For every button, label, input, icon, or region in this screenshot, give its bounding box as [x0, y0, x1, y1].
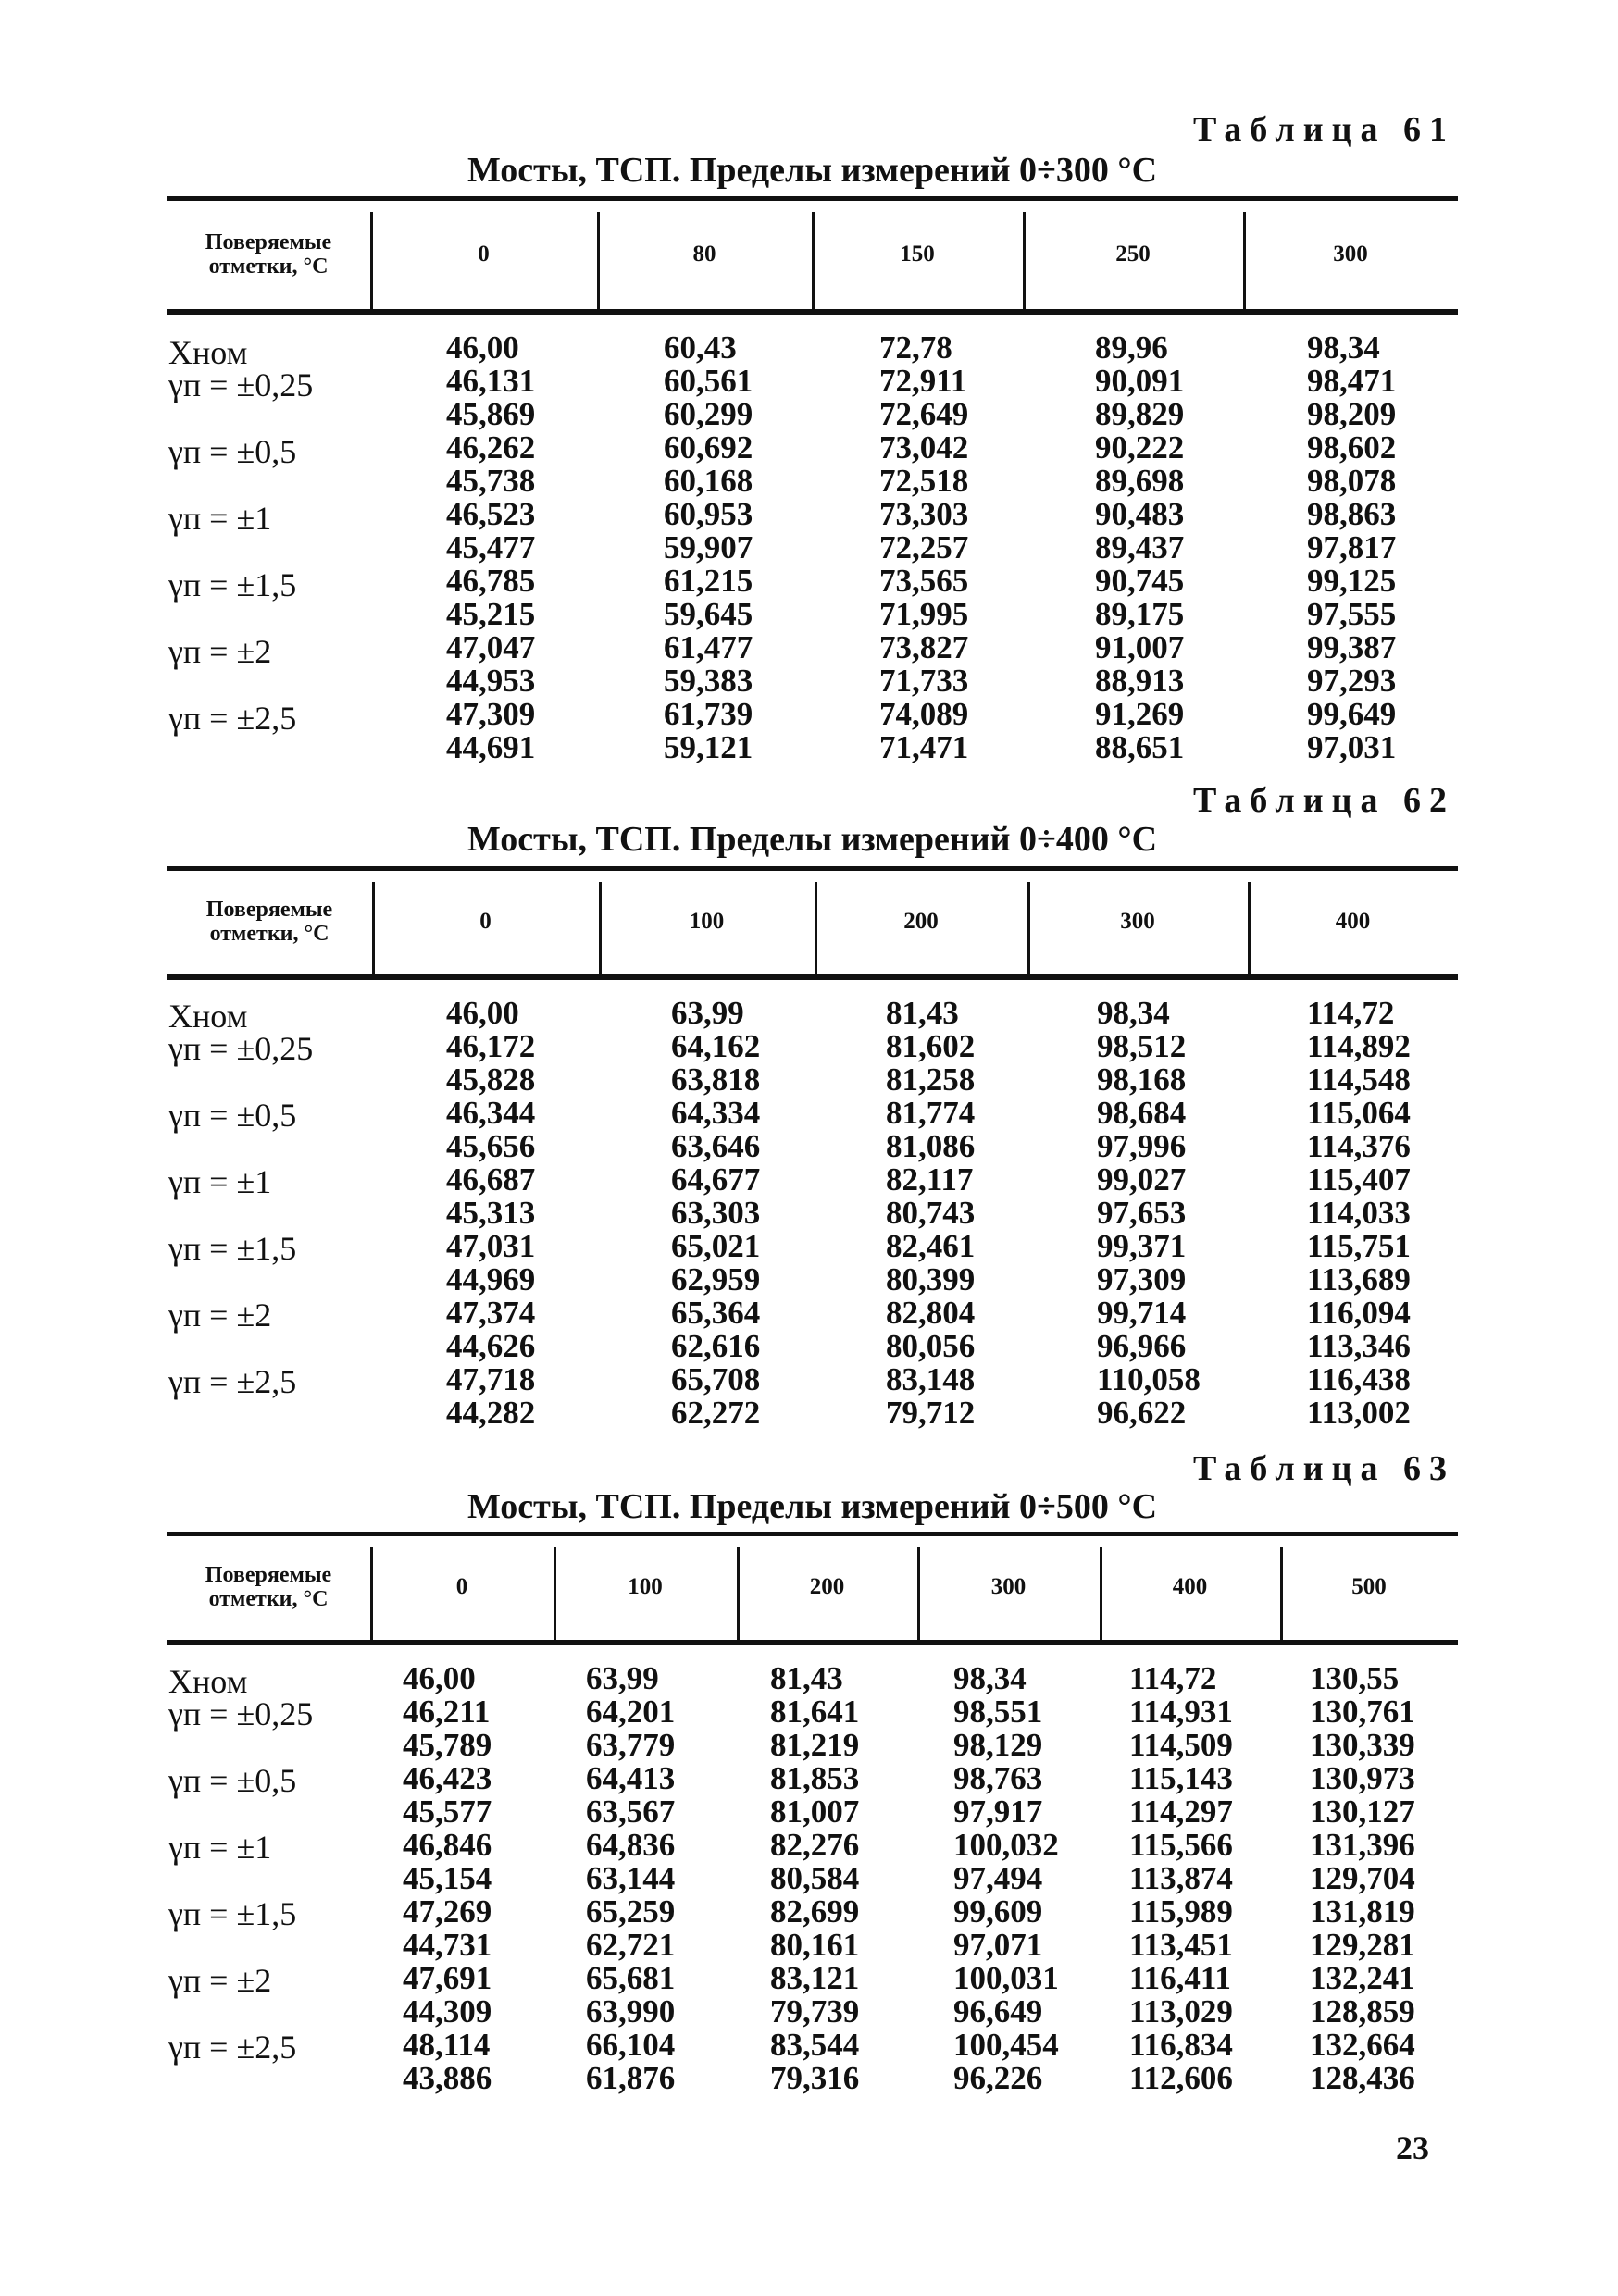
table-cell: 46,00: [446, 329, 519, 366]
table-cell: 60,43: [664, 329, 737, 366]
row-label-gamma-2-5: γп = ±2,5: [168, 700, 297, 737]
table-cell: 97,309: [1097, 1261, 1187, 1297]
table-cell: 44,731: [403, 1927, 492, 1963]
table-61: [167, 196, 1458, 765]
table-63-header-col-4: 300: [990, 1574, 1027, 1599]
table-cell: 63,99: [671, 995, 744, 1031]
table-cell: 47,309: [446, 696, 536, 732]
table-cell: 80,161: [770, 1927, 860, 1963]
table-cell: 45,154: [403, 1860, 492, 1896]
table-cell: 96,622: [1097, 1395, 1187, 1431]
table-cell: 59,121: [664, 729, 753, 765]
table-cell: 97,817: [1307, 529, 1397, 565]
row-label-gamma-0-25: γп = ±0,25: [168, 1695, 314, 1732]
table-cell: 66,104: [586, 2027, 676, 2063]
table-cell: 114,892: [1307, 1028, 1411, 1064]
table-cell: 46,00: [403, 1660, 476, 1696]
table-cell: 88,651: [1095, 729, 1185, 765]
table-62-label: Таблица 62: [1192, 781, 1455, 820]
table-cell: 130,339: [1310, 1727, 1415, 1763]
table-cell: 83,121: [770, 1960, 860, 1996]
table-cell: 132,241: [1310, 1960, 1415, 1996]
table-cell: 80,399: [886, 1261, 976, 1297]
table-cell: 81,086: [886, 1128, 976, 1164]
table-63-header-col-1: 0: [455, 1574, 468, 1599]
table-62-header-col-1: 0: [479, 909, 492, 934]
table-cell: 65,259: [586, 1893, 676, 1930]
table-63-header-divider: [554, 1547, 556, 1640]
table-cell: 46,344: [446, 1095, 536, 1131]
table-cell: 46,172: [446, 1028, 536, 1064]
table-61-header-col-4: 250: [1115, 241, 1151, 267]
row-label-gamma-2: γп = ±2: [168, 633, 272, 670]
table-cell: 99,387: [1307, 629, 1397, 665]
table-cell: 82,276: [770, 1827, 860, 1863]
table-cell: 110,058: [1097, 1361, 1201, 1397]
table-cell: 46,523: [446, 496, 536, 532]
table-cell: 114,297: [1129, 1793, 1233, 1830]
table-cell: 113,346: [1307, 1328, 1411, 1364]
table-cell: 128,436: [1310, 2060, 1415, 2096]
table-61-header-col-1: 0: [478, 241, 490, 267]
table-cell: 60,561: [664, 363, 753, 399]
table-cell: 47,269: [403, 1893, 492, 1930]
table-cell: 132,664: [1310, 2027, 1415, 2063]
table-cell: 60,168: [664, 463, 753, 499]
table-cell: 64,836: [586, 1827, 676, 1863]
table-cell: 63,144: [586, 1860, 676, 1896]
table-61-header-divider: [370, 212, 373, 309]
table-cell: 115,751: [1307, 1228, 1411, 1264]
table-cell: 44,953: [446, 663, 536, 699]
table-cell: 89,175: [1095, 596, 1185, 632]
table-62-header-col-5: 400: [1335, 909, 1371, 934]
table-cell: 60,299: [664, 396, 753, 432]
table-cell: 81,219: [770, 1727, 860, 1763]
table-cell: 90,091: [1095, 363, 1185, 399]
table-cell: 46,785: [446, 563, 536, 599]
table-cell: 61,876: [586, 2060, 676, 2096]
table-cell: 44,691: [446, 729, 536, 765]
table-cell: 81,641: [770, 1694, 860, 1730]
table-63-header-divider: [370, 1547, 373, 1640]
table-cell: 130,127: [1310, 1793, 1415, 1830]
table-cell: 60,953: [664, 496, 753, 532]
table-cell: 116,411: [1129, 1960, 1231, 1996]
header-first-line-1: Поверяемые: [205, 1563, 332, 1587]
table-63-body: [167, 1645, 1458, 2096]
table-61-header-col-5: 300: [1333, 241, 1368, 267]
table-cell: 98,512: [1097, 1028, 1187, 1064]
table-cell: 61,477: [664, 629, 753, 665]
table-cell: 46,687: [446, 1161, 536, 1198]
table-cell: 47,374: [446, 1295, 536, 1331]
table-cell: 83,148: [886, 1361, 976, 1397]
table-cell: 90,222: [1095, 429, 1185, 465]
table-63-header-col-5: 400: [1172, 1574, 1208, 1599]
table-62-body: [167, 980, 1458, 1431]
table-cell: 116,438: [1307, 1361, 1411, 1397]
table-cell: 130,973: [1310, 1760, 1415, 1796]
table-cell: 97,653: [1097, 1195, 1187, 1231]
table-cell: 97,071: [953, 1927, 1043, 1963]
table-cell: 45,313: [446, 1195, 536, 1231]
table-cell: 46,262: [446, 429, 536, 465]
table-cell: 98,763: [953, 1760, 1043, 1796]
table-61-header-divider: [597, 212, 600, 309]
table-cell: 98,34: [953, 1660, 1027, 1696]
table-61-header-first: [167, 230, 370, 279]
table-cell: 73,303: [879, 496, 969, 532]
table-cell: 45,789: [403, 1727, 492, 1763]
header-first-line-2: отметки, °C: [209, 922, 330, 946]
table-cell: 81,43: [770, 1660, 843, 1696]
table-63-header-divider: [917, 1547, 920, 1640]
table-cell: 63,646: [671, 1128, 761, 1164]
table-cell: 47,718: [446, 1361, 536, 1397]
table-cell: 89,437: [1095, 529, 1185, 565]
table-cell: 81,007: [770, 1793, 860, 1830]
table-62-header-col-3: 200: [903, 909, 939, 934]
table-cell: 130,55: [1310, 1660, 1400, 1696]
table-cell: 62,616: [671, 1328, 761, 1364]
table-cell: 89,829: [1095, 396, 1185, 432]
table-cell: 46,846: [403, 1827, 492, 1863]
table-61-caption: Мосты, ТСП. Пределы измерений 0÷300 °C: [467, 151, 1158, 190]
table-63-caption: Мосты, ТСП. Пределы измерений 0÷500 °C: [467, 1487, 1158, 1526]
table-cell: 44,969: [446, 1261, 536, 1297]
table-cell: 114,72: [1129, 1660, 1217, 1696]
table-cell: 80,584: [770, 1860, 860, 1896]
row-label-nominal: Xном: [168, 998, 248, 1035]
table-cell: 115,407: [1307, 1161, 1411, 1198]
table-cell: 81,258: [886, 1061, 976, 1098]
table-cell: 45,869: [446, 396, 536, 432]
table-62-header-first: [167, 898, 372, 946]
table-cell: 64,201: [586, 1694, 676, 1730]
table-cell: 114,548: [1307, 1061, 1411, 1098]
table-cell: 114,72: [1307, 995, 1395, 1031]
row-label-gamma-1-5: γп = ±1,5: [168, 566, 297, 603]
table-cell: 79,712: [886, 1395, 976, 1431]
table-61-header-col-3: 150: [900, 241, 935, 267]
table-63-header: [167, 1536, 1458, 1638]
table-cell: 98,209: [1307, 396, 1397, 432]
table-cell: 81,853: [770, 1760, 860, 1796]
table-cell: 46,423: [403, 1760, 492, 1796]
table-cell: 81,774: [886, 1095, 976, 1131]
table-cell: 79,316: [770, 2060, 860, 2096]
row-label-gamma-0-5: γп = ±0,5: [168, 1762, 297, 1799]
table-cell: 79,739: [770, 1993, 860, 2029]
table-cell: 46,211: [403, 1694, 491, 1730]
table-cell: 45,477: [446, 529, 536, 565]
table-63-header-col-2: 100: [628, 1574, 663, 1599]
table-cell: 90,483: [1095, 496, 1185, 532]
table-cell: 64,677: [671, 1161, 761, 1198]
table-cell: 97,555: [1307, 596, 1397, 632]
table-cell: 90,745: [1095, 563, 1185, 599]
table-cell: 72,649: [879, 396, 969, 432]
table-62-header-divider: [1027, 882, 1030, 974]
table-62-header-divider: [372, 882, 375, 974]
table-cell: 71,995: [879, 596, 969, 632]
table-cell: 98,129: [953, 1727, 1043, 1763]
table-cell: 82,699: [770, 1893, 860, 1930]
table-cell: 46,00: [446, 995, 519, 1031]
table-cell: 63,779: [586, 1727, 676, 1763]
table-cell: 89,698: [1095, 463, 1185, 499]
table-cell: 43,886: [403, 2060, 492, 2096]
row-label-gamma-1-5: γп = ±1,5: [168, 1230, 297, 1267]
table-cell: 99,714: [1097, 1295, 1187, 1331]
table-cell: 89,96: [1095, 329, 1168, 366]
table-cell: 59,645: [664, 596, 753, 632]
header-first-line-2: отметки, °C: [208, 1587, 329, 1611]
table-cell: 47,047: [446, 629, 536, 665]
table-cell: 113,689: [1307, 1261, 1411, 1297]
row-label-gamma-1: γп = ±1: [168, 1829, 272, 1866]
table-cell: 81,43: [886, 995, 959, 1031]
table-61-header-col-2: 80: [692, 241, 716, 267]
table-cell: 99,027: [1097, 1161, 1187, 1198]
table-cell: 63,567: [586, 1793, 676, 1830]
row-label-gamma-2-5: γп = ±2,5: [168, 2029, 297, 2066]
table-cell: 73,042: [879, 429, 969, 465]
table-63: [167, 1532, 1458, 2096]
table-cell: 45,828: [446, 1061, 536, 1098]
table-cell: 99,371: [1097, 1228, 1187, 1264]
row-label-nominal: Xном: [168, 334, 248, 371]
table-cell: 112,606: [1129, 2060, 1233, 2096]
table-62-header-col-2: 100: [689, 909, 725, 934]
table-cell: 65,681: [586, 1960, 676, 1996]
table-cell: 80,056: [886, 1328, 976, 1364]
table-cell: 97,293: [1307, 663, 1397, 699]
table-cell: 62,959: [671, 1261, 761, 1297]
table-cell: 63,303: [671, 1195, 761, 1231]
table-62: [167, 866, 1458, 1431]
table-cell: 63,990: [586, 1993, 676, 2029]
header-first-line-2: отметки, °C: [208, 254, 329, 279]
row-label-gamma-0-5: γп = ±0,5: [168, 433, 297, 470]
table-cell: 47,031: [446, 1228, 536, 1264]
table-63-header-divider: [737, 1547, 740, 1640]
table-cell: 59,907: [664, 529, 753, 565]
table-cell: 59,383: [664, 663, 753, 699]
table-cell: 91,269: [1095, 696, 1185, 732]
row-label-gamma-0-25: γп = ±0,25: [168, 1030, 314, 1067]
table-cell: 113,029: [1129, 1993, 1233, 2029]
table-63-label: Таблица 63: [1192, 1449, 1455, 1488]
table-61-header-divider: [1243, 212, 1246, 309]
table-cell: 131,819: [1310, 1893, 1415, 1930]
header-first-line-1: Поверяемые: [205, 898, 333, 922]
table-cell: 91,007: [1095, 629, 1185, 665]
table-cell: 63,99: [586, 1660, 659, 1696]
table-62-header-divider: [1248, 882, 1251, 974]
row-label-gamma-0-25: γп = ±0,25: [168, 366, 314, 403]
table-cell: 82,117: [886, 1161, 974, 1198]
table-cell: 72,911: [879, 363, 967, 399]
table-cell: 114,931: [1129, 1694, 1233, 1730]
table-cell: 98,863: [1307, 496, 1397, 532]
table-cell: 61,215: [664, 563, 753, 599]
table-cell: 60,692: [664, 429, 753, 465]
table-cell: 45,577: [403, 1793, 492, 1830]
table-cell: 96,649: [953, 1993, 1043, 2029]
row-label-gamma-2: γп = ±2: [168, 1297, 272, 1334]
table-62-header-col-4: 300: [1120, 909, 1155, 934]
table-cell: 45,656: [446, 1128, 536, 1164]
table-cell: 71,471: [879, 729, 969, 765]
table-63-header-first: [167, 1563, 370, 1611]
table-cell: 130,761: [1310, 1694, 1415, 1730]
table-cell: 115,566: [1129, 1827, 1233, 1863]
table-cell: 46,131: [446, 363, 536, 399]
table-63-header-col-6: 500: [1351, 1574, 1387, 1599]
row-label-gamma-1: γп = ±1: [168, 500, 272, 537]
table-63-header-divider: [1280, 1547, 1283, 1640]
table-cell: 45,215: [446, 596, 536, 632]
table-cell: 99,125: [1307, 563, 1397, 599]
table-cell: 116,834: [1129, 2027, 1233, 2063]
table-cell: 131,396: [1310, 1827, 1415, 1863]
table-cell: 129,281: [1310, 1927, 1415, 1963]
table-cell: 72,518: [879, 463, 969, 499]
table-61-body: [167, 315, 1458, 765]
row-label-gamma-1: γп = ±1: [168, 1163, 272, 1200]
table-cell: 98,34: [1307, 329, 1380, 366]
table-cell: 116,094: [1307, 1295, 1411, 1331]
table-cell: 71,733: [879, 663, 969, 699]
table-cell: 98,078: [1307, 463, 1397, 499]
header-first-line-1: Поверяемые: [205, 230, 332, 254]
table-cell: 65,708: [671, 1361, 761, 1397]
table-62-header: [167, 871, 1458, 973]
row-label-gamma-0-5: γп = ±0,5: [168, 1097, 297, 1134]
table-cell: 100,454: [953, 2027, 1059, 2063]
table-cell: 98,168: [1097, 1061, 1187, 1098]
table-cell: 98,551: [953, 1694, 1043, 1730]
table-cell: 64,334: [671, 1095, 761, 1131]
table-cell: 73,827: [879, 629, 969, 665]
table-cell: 113,002: [1307, 1395, 1411, 1431]
table-cell: 98,471: [1307, 363, 1397, 399]
table-61-header-divider: [812, 212, 815, 309]
table-cell: 72,78: [879, 329, 952, 366]
table-cell: 115,143: [1129, 1760, 1233, 1796]
table-63-header-col-3: 200: [809, 1574, 845, 1599]
table-cell: 88,913: [1095, 663, 1185, 699]
table-cell: 97,917: [953, 1793, 1043, 1830]
table-cell: 65,021: [671, 1228, 761, 1264]
table-62-header-divider: [815, 882, 817, 974]
table-cell: 44,309: [403, 1993, 492, 2029]
table-cell: 114,033: [1307, 1195, 1411, 1231]
table-cell: 97,031: [1307, 729, 1397, 765]
table-cell: 64,413: [586, 1760, 676, 1796]
table-cell: 96,966: [1097, 1328, 1187, 1364]
table-cell: 45,738: [446, 463, 536, 499]
table-cell: 44,282: [446, 1395, 536, 1431]
table-cell: 96,226: [953, 2060, 1043, 2096]
table-cell: 62,272: [671, 1395, 761, 1431]
table-61-header-divider: [1023, 212, 1026, 309]
row-label-gamma-1-5: γп = ±1,5: [168, 1895, 297, 1932]
table-62-header-divider: [599, 882, 602, 974]
table-cell: 44,626: [446, 1328, 536, 1364]
table-cell: 62,721: [586, 1927, 676, 1963]
table-cell: 82,461: [886, 1228, 976, 1264]
table-cell: 115,064: [1307, 1095, 1411, 1131]
table-cell: 98,684: [1097, 1095, 1187, 1131]
page-number: 23: [1396, 2129, 1429, 2166]
table-cell: 115,989: [1129, 1893, 1233, 1930]
row-label-gamma-2-5: γп = ±2,5: [168, 1363, 297, 1400]
table-61-label: Таблица 61: [1192, 110, 1455, 149]
row-label-gamma-2: γп = ±2: [168, 1962, 272, 1999]
table-cell: 98,602: [1307, 429, 1397, 465]
table-62-caption: Мосты, ТСП. Пределы измерений 0÷400 °C: [467, 820, 1158, 859]
table-cell: 73,565: [879, 563, 969, 599]
table-cell: 80,743: [886, 1195, 976, 1231]
table-cell: 114,509: [1129, 1727, 1233, 1763]
table-cell: 47,691: [403, 1960, 492, 1996]
table-cell: 72,257: [879, 529, 969, 565]
table-61-header: [167, 201, 1458, 307]
table-cell: 65,364: [671, 1295, 761, 1331]
table-cell: 61,739: [664, 696, 753, 732]
table-cell: 63,818: [671, 1061, 761, 1098]
table-cell: 81,602: [886, 1028, 976, 1064]
table-cell: 113,451: [1129, 1927, 1233, 1963]
table-cell: 74,089: [879, 696, 969, 732]
table-cell: 64,162: [671, 1028, 761, 1064]
table-cell: 129,704: [1310, 1860, 1415, 1896]
table-cell: 97,494: [953, 1860, 1043, 1896]
table-cell: 113,874: [1129, 1860, 1233, 1896]
row-label-nominal: Xном: [168, 1663, 248, 1700]
table-63-header-divider: [1100, 1547, 1102, 1640]
table-cell: 100,032: [953, 1827, 1059, 1863]
table-cell: 99,609: [953, 1893, 1043, 1930]
table-cell: 83,544: [770, 2027, 860, 2063]
table-cell: 97,996: [1097, 1128, 1187, 1164]
table-cell: 100,031: [953, 1960, 1059, 1996]
table-cell: 114,376: [1307, 1128, 1411, 1164]
table-cell: 128,859: [1310, 1993, 1415, 2029]
table-cell: 99,649: [1307, 696, 1397, 732]
table-cell: 98,34: [1097, 995, 1170, 1031]
table-cell: 48,114: [403, 2027, 491, 2063]
table-cell: 82,804: [886, 1295, 976, 1331]
